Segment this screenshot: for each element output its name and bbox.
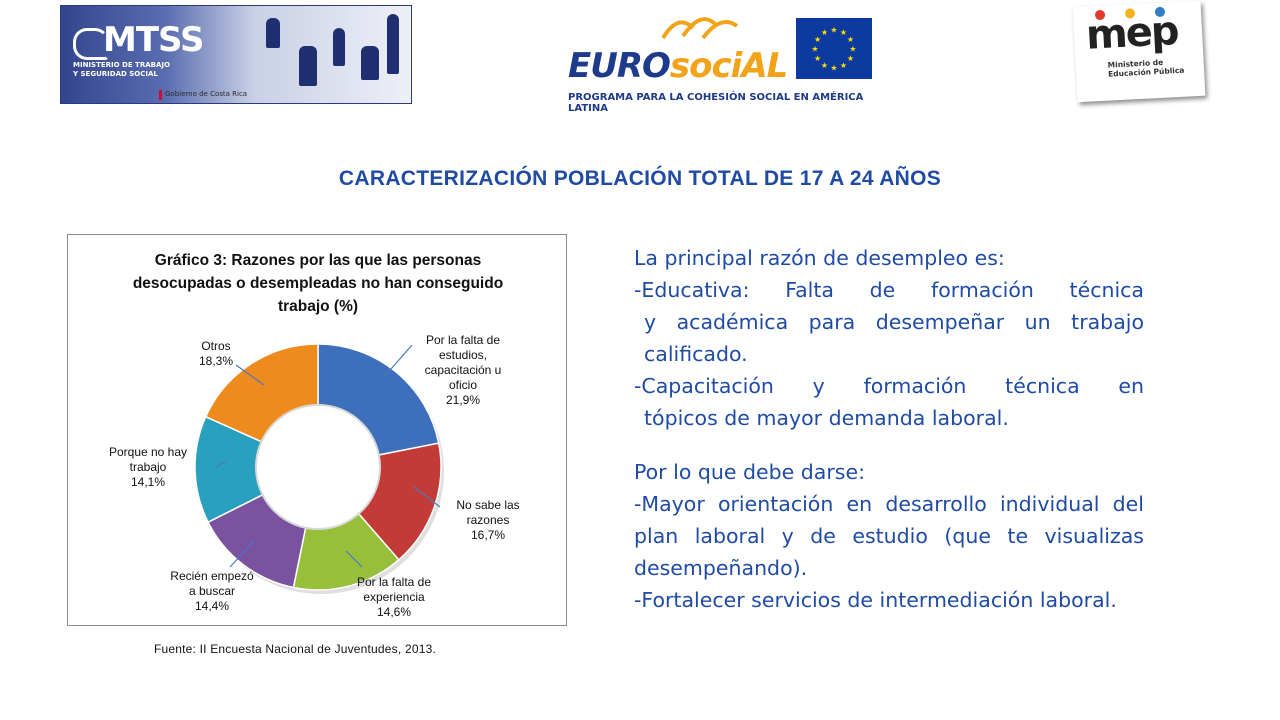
eu-star-icon: ★ — [839, 60, 848, 70]
reason-2-rest: tópicos de mayor demanda laboral. — [644, 406, 1009, 430]
worker-silhouette-icon — [387, 14, 399, 74]
slice-label: Por la falta de estudios, capacitación u oficio 21,9% — [424, 333, 502, 407]
eu-star-icon: ★ — [846, 35, 855, 44]
mtss-gobierno: Gobierno de Costa Rica — [165, 90, 248, 98]
intro-text: La principal razón de desempleo es: — [634, 246, 1005, 270]
worker-silhouette-icon — [361, 46, 379, 80]
costa-rica-flag-icon — [159, 90, 162, 100]
slice-label: Por la falta de experiencia 14,6% — [356, 575, 432, 619]
eu-star-icon: ★ — [813, 35, 822, 44]
explanation-text — [634, 242, 1144, 616]
eu-star-icon: ★ — [830, 25, 838, 35]
chart-title-text: Gráfico 3: Razones por las que las personas desocupadas o desempleadas no han conseguido trabajo (%) — [132, 252, 504, 315]
eu-star-icon: ★ — [820, 60, 829, 70]
slide-title: CARACTERIZACIÓN POBLACIÓN TOTAL DE 17 A 24 AÑOS — [338, 167, 942, 190]
eu-star-icon: ★ — [830, 63, 838, 73]
eu-star-icon: ★ — [811, 44, 819, 54]
eu-star-icon: ★ — [813, 54, 822, 63]
eurosocial-swoosh-icon — [653, 8, 743, 48]
chart-source: Fuente: II Encuesta Nacional de Juventudes, 2013. — [154, 642, 436, 656]
eu-star-icon: ★ — [839, 28, 848, 38]
slice-label: Otros 18,3% — [198, 339, 234, 368]
reason-2-line1: -Capacitación y formación técnica en — [634, 374, 1144, 398]
reason-1-line1: -Educativa: Falta de formación técnica — [634, 278, 1144, 302]
eurosocial-logo — [568, 6, 872, 114]
worker-silhouette-icon — [266, 18, 280, 48]
mep-wordmark: mep — [1084, 7, 1179, 59]
worker-silhouette-icon — [299, 46, 317, 86]
eurosocial-strapline: PROGRAMA PARA LA COHESIÓN SOCIAL EN AMÉRICA LATINA — [568, 92, 864, 114]
slice-label: Porque no hay trabajo 14,1% — [108, 445, 188, 489]
eu-star-icon: ★ — [846, 54, 855, 63]
worker-silhouette-icon — [333, 28, 345, 66]
mep-logo — [1073, 1, 1206, 103]
reason-1-rest: y académica para desempeñar un trabajo calificado. — [644, 310, 1144, 366]
eu-flag-icon — [796, 18, 872, 79]
recommendation-2: -Fortalecer servicios de intermediación laboral. — [634, 588, 1117, 612]
mep-subtitle: Ministerio de Educación Pública — [1107, 57, 1185, 79]
mtss-acronym: MTSS — [103, 20, 204, 60]
eu-star-icon: ★ — [820, 28, 829, 38]
donut-chart — [67, 234, 567, 626]
slice-label: Recién empezó a buscar 14,4% — [170, 569, 254, 613]
slice-label: No sabe las razones 16,7% — [456, 498, 520, 542]
donut-svg — [68, 235, 568, 627]
mtss-subtitle: MINISTERIO DE TRABAJO Y SEGURIDAD SOCIAL — [73, 61, 170, 78]
mtss-logo — [60, 5, 412, 104]
eurosocial-wordmark: EUROsociAL — [568, 46, 788, 86]
recommendation-1: -Mayor orientación en desarrollo individual del plan laboral y de estudio (que te visualizas desempeñando). — [634, 492, 1144, 580]
heading-2: Por lo que debe darse: — [634, 460, 865, 484]
eu-star-icon: ★ — [849, 44, 857, 54]
